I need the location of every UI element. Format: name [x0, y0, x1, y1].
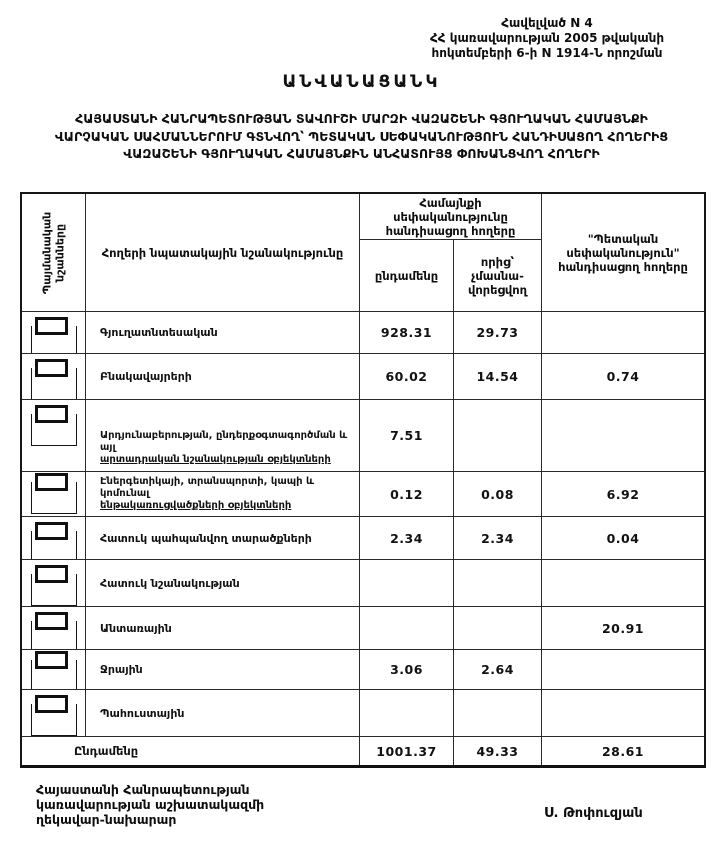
- header-community-group: Համայնքի սեփականությունը հանդիսացող հողերը: [360, 194, 542, 240]
- subtitle-line2: ՎԱՐՉԱԿԱՆ ՍԱՀՄԱՆՆԵՐՈՒՄ ԳՏՆՎՈՂ՝ ՊԵՏԱԿԱՆ ՍԵՓԱԿԱՆՈՒԹՅՈՒՆ ՀԱՆԴԻՍԱՑՈՂ ՀՈՂԵՐԻՑ: [54, 128, 669, 144]
- row-label: Գյուղատնտեսական: [86, 312, 360, 354]
- table-header: [22, 194, 704, 312]
- cell-community-total: [360, 560, 454, 607]
- row-label: Հատուկ նշանակության: [86, 560, 360, 607]
- cell-state: [542, 400, 704, 472]
- legend-box-icon: [31, 368, 77, 400]
- cell-state: [542, 650, 704, 690]
- table-row: [22, 472, 704, 517]
- cell-nonprivatized: 2.64: [454, 650, 542, 690]
- subtitle-line3: ՎԱԶԱՇԵՆԻ ԳՅՈՒՂԱԿԱՆ ՀԱՄԱՅՆՔԻՆ ԱՆՀԱՏՈՒՅՑ ՓՈԽԱՆՑՎՈՂ ՀՈՂԵՐԻ: [123, 146, 600, 161]
- header-state-property: "Պետական սեփականություն" հանդիսացող հողերը: [542, 194, 704, 312]
- table-row: [22, 312, 704, 354]
- cell-community-total: [360, 607, 454, 650]
- total-row-label: Ընդամենը: [22, 737, 360, 765]
- legend-symbol-cell: [22, 690, 86, 737]
- table-row: [22, 400, 704, 472]
- cell-state: [542, 690, 704, 737]
- cell-state: 20.91: [542, 607, 704, 650]
- legend-symbol-cell: [22, 400, 86, 472]
- header-symbols: [22, 194, 86, 312]
- table-row: [22, 607, 704, 650]
- row-label: Բնակավայրերի: [86, 354, 360, 400]
- header-nonprivatized: որից՝ չմասնա-վորեցվող: [454, 240, 542, 312]
- table-row: [22, 517, 704, 560]
- row-label: Անտառային: [86, 607, 360, 650]
- legend-box-icon: [31, 660, 77, 690]
- legend-symbol-cell: [22, 650, 86, 690]
- cell-community-total: 7.51: [360, 400, 454, 472]
- page-title: ԱՆՎԱՆԱՑԱՆԿ: [282, 72, 441, 92]
- cell-state: 0.04: [542, 517, 704, 560]
- row-label: Էներգետիկայի, տրանսպորտի, կապի և կոմունալ ենթակառուցվածքների օբյեկտների: [86, 472, 360, 517]
- doc-ref-line2: ՀՀ կառավարության 2005 թվականի: [429, 31, 665, 45]
- row-label: Արդյունաբերության, ընդերքօգտագործման և այլ արտադրական նշանակության օբյեկտների: [86, 400, 360, 472]
- table-row: [22, 650, 704, 690]
- row-label: Պահուստային: [86, 690, 360, 737]
- cell-nonprivatized: [454, 607, 542, 650]
- footer-line2: կառավարության աշխատակազմի: [36, 797, 265, 812]
- total-nonprivatized: 49.33: [454, 737, 542, 765]
- legend-symbol-cell: [22, 354, 86, 400]
- footer-line3: ղեկավար-նախարար: [36, 812, 177, 827]
- cell-nonprivatized: 0.08: [454, 472, 542, 517]
- cell-nonprivatized: [454, 560, 542, 607]
- cell-state: [542, 560, 704, 607]
- row-label: Հատուկ պահպանվող տարածքների: [86, 517, 360, 560]
- signatory-title-block: [36, 782, 264, 827]
- total-community-total: 1001.37: [360, 737, 454, 765]
- subtitle-line1: ՀԱՅԱՍՏԱՆԻ ՀԱՆՐԱՊԵՏՈՒԹՅԱՆ ՏԱՎՈՒՇԻ ՄԱՐԶԻ ՎԱԶԱՇԵՆԻ ԳՅՈՒՂԱԿԱՆ ՀԱՄԱՅՆՔԻ: [75, 111, 648, 126]
- doc-ref-line3: հոկտեմբերի 6-ի N 1914-Ն որոշման: [431, 46, 663, 60]
- legend-symbol-cell: [22, 607, 86, 650]
- legend-symbol-cell: [22, 560, 86, 607]
- land-table: [20, 192, 706, 768]
- legend-box-icon: [31, 704, 77, 736]
- legend-box-icon: [31, 414, 77, 446]
- table-row: [22, 690, 704, 737]
- legend-symbol-cell: [22, 472, 86, 517]
- cell-state: 0.74: [542, 354, 704, 400]
- legend-symbol-cell: [22, 312, 86, 354]
- table-row: [22, 560, 704, 607]
- cell-community-total: [360, 690, 454, 737]
- signature-name: Ս. Թոփուզյան: [544, 806, 643, 821]
- cell-community-total: 3.06: [360, 650, 454, 690]
- footer-line1: Հայաստանի Հանրապետության: [36, 782, 250, 797]
- document-subtitle: [30, 110, 693, 163]
- header-purpose: Հողերի նպատակային նշանակությունը: [86, 194, 360, 312]
- cell-state: 6.92: [542, 472, 704, 517]
- doc-ref-line1: Հավելված N 4: [501, 16, 593, 30]
- total-state: 28.61: [601, 743, 645, 759]
- row-label: Ջրային: [86, 650, 360, 690]
- legend-box-icon: [31, 326, 77, 354]
- cell-nonprivatized: [454, 690, 542, 737]
- table-total-row: [22, 737, 704, 765]
- cell-nonprivatized: 14.54: [454, 354, 542, 400]
- cell-state: [542, 312, 704, 354]
- legend-box-icon: [31, 574, 77, 606]
- cell-nonprivatized: [454, 400, 542, 472]
- legend-box-icon: [31, 482, 77, 514]
- cell-nonprivatized: 2.34: [454, 517, 542, 560]
- table-row: [22, 354, 704, 400]
- legend-symbol-cell: [22, 517, 86, 560]
- cell-community-total: 60.02: [360, 354, 454, 400]
- cell-community-total: 0.12: [360, 472, 454, 517]
- legend-box-icon: [31, 621, 77, 650]
- document-reference: [377, 16, 717, 61]
- cell-nonprivatized: 29.73: [454, 312, 542, 354]
- header-symbols-label: Պայմանական նշանները: [40, 211, 67, 294]
- legend-box-icon: [31, 531, 77, 560]
- cell-community-total: 2.34: [360, 517, 454, 560]
- cell-community-total: 928.31: [360, 312, 454, 354]
- header-subtotal: ընդամենը: [360, 240, 454, 312]
